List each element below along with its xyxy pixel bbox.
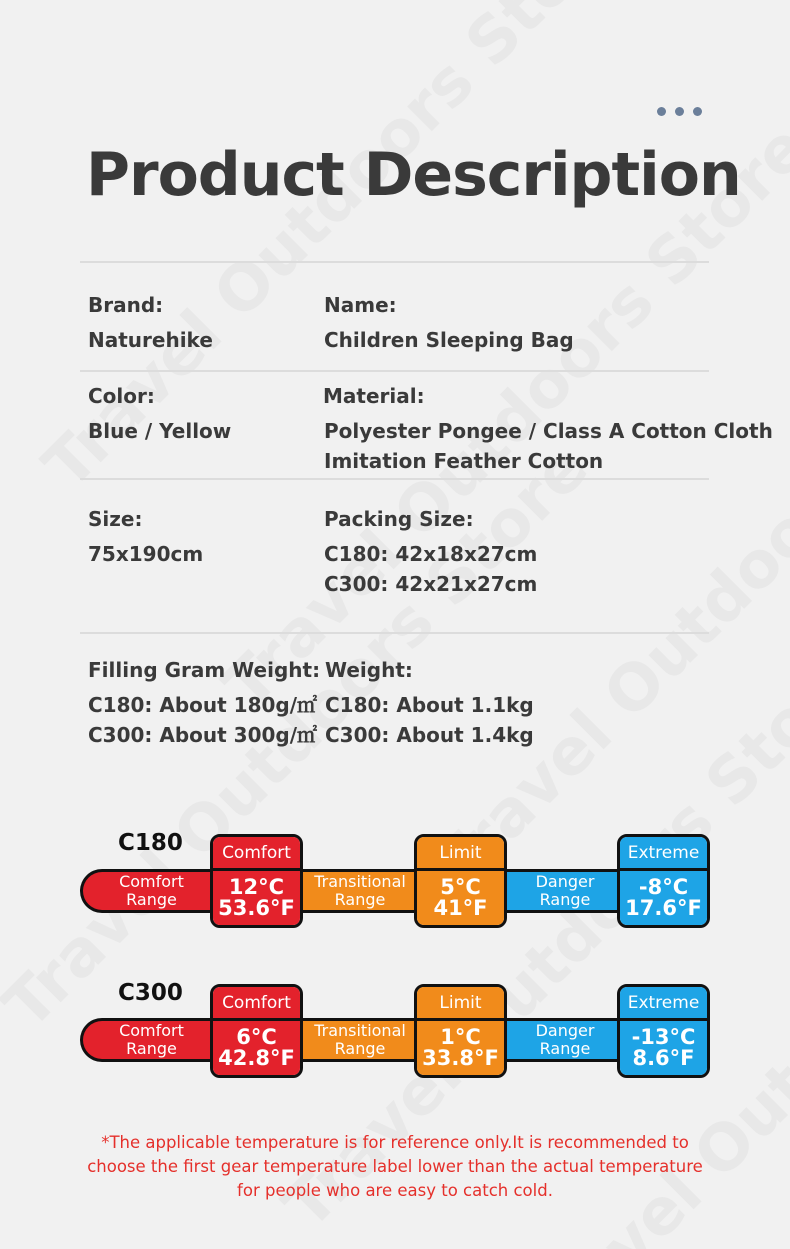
extreme-tile-c180: Extreme -8°C 17.6°F <box>617 834 710 928</box>
size-label: Size: <box>88 507 143 531</box>
brand-label: Brand: <box>88 293 164 317</box>
name-label: Name: <box>324 293 397 317</box>
divider <box>80 478 709 480</box>
weight-line1: C180: About 1.1kg <box>325 693 534 717</box>
divider <box>80 632 709 634</box>
packing-size-line2: C300: 42x21x27cm <box>324 572 538 596</box>
material-value-line1: Polyester Pongee / Class A Cotton Cloth <box>324 419 773 443</box>
filling-weight-label: Filling Gram Weight: <box>88 658 321 682</box>
comfort-range-segment: Comfort Range <box>80 869 220 913</box>
brand-value: Naturehike <box>88 328 213 352</box>
temperature-disclaimer: *The applicable temperature is for reference only.It is recommended to choose the first gear temperature label lower than the actual temperature for people who are easy to catch cold. <box>87 1133 703 1200</box>
extreme-tile-c300: Extreme -13°C 8.6°F <box>617 984 710 1078</box>
temperature-bar-c180 <box>80 869 710 913</box>
packing-size-label: Packing Size: <box>324 507 474 531</box>
danger-range-segment: Danger Range <box>505 1018 625 1062</box>
model-label-c300: C300 <box>118 980 183 1006</box>
color-label: Color: <box>88 384 155 408</box>
comfort-range-segment: Comfort Range <box>80 1018 220 1062</box>
filling-weight-line1: C180: About 180g/㎡ <box>88 693 318 717</box>
packing-size-line1: C180: 42x18x27cm <box>324 542 538 566</box>
transitional-range-segment: Transitional Range <box>300 869 420 913</box>
temperature-bar-c300 <box>80 1018 710 1062</box>
comfort-tile-c180: Comfort 12°C 53.6°F <box>210 834 303 928</box>
weight-line2: C300: About 1.4kg <box>325 723 534 747</box>
comfort-tile-c300: Comfort 6°C 42.8°F <box>210 984 303 1078</box>
material-value-line2: Imitation Feather Cotton <box>324 449 604 473</box>
filling-weight-line2: C300: About 300g/㎡ <box>88 723 318 747</box>
material-label: Material: <box>323 384 425 408</box>
danger-range-segment: Danger Range <box>505 869 625 913</box>
limit-tile-c180: Limit 5°C 41°F <box>414 834 507 928</box>
transitional-range-segment: Transitional Range <box>300 1018 420 1062</box>
divider <box>80 370 709 372</box>
color-value: Blue / Yellow <box>88 419 232 443</box>
limit-tile-c300: Limit 1°C 33.8°F <box>414 984 507 1078</box>
model-label-c180: C180 <box>118 830 183 856</box>
weight-label: Weight: <box>325 658 413 682</box>
more-dots-icon <box>657 107 702 116</box>
name-value: Children Sleeping Bag <box>324 328 574 352</box>
page-title: Product Description <box>86 140 741 210</box>
divider <box>80 261 709 263</box>
size-value: 75x190cm <box>88 542 204 566</box>
